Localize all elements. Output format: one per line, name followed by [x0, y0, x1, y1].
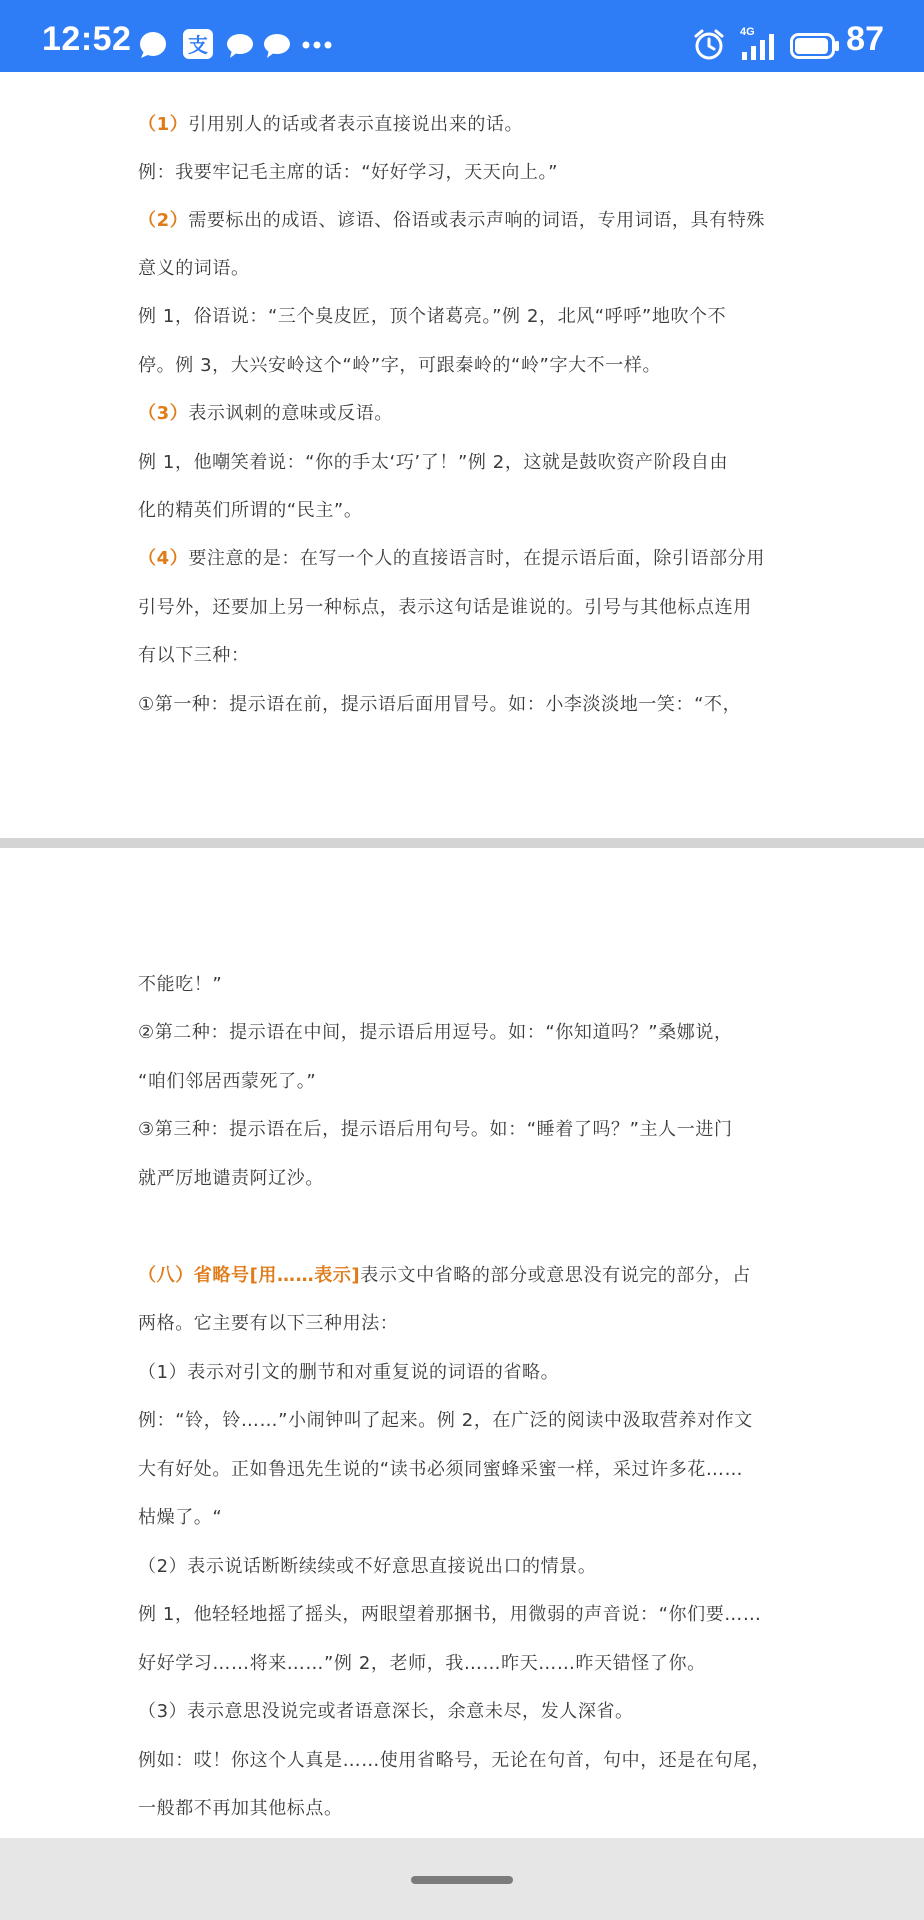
text-line: 例：“铃，铃……”小闹钟叫了起来。例 2，在广泛的阅读中汲取营养对作文 — [138, 1410, 753, 1431]
text-line: 枯燥了。“ — [138, 1507, 223, 1528]
home-gesture-handle[interactable] — [411, 1876, 513, 1884]
text-line: 有以下三种： — [138, 645, 250, 666]
text-line: 两格。它主要有以下三种用法： — [138, 1313, 399, 1334]
text-line: （3）表示意思没说完或者语意深长，余意未尽，发人深省。 — [138, 1701, 634, 1722]
text-line: 停。例 3，大兴安岭这个“岭”字，可跟秦岭的“岭”字大不一样。 — [138, 355, 662, 376]
text-line: 不能吃！” — [138, 974, 223, 995]
text-line: （1）表示对引文的删节和对重复说的词语的省略。 — [138, 1362, 560, 1383]
text-line: 大有好处。正如鲁迅先生说的“读书必须同蜜蜂采蜜一样，采过许多花…… — [138, 1459, 744, 1480]
text-line: 一般都不再加其他标点。 — [138, 1798, 343, 1819]
text-line: （4）要注意的是：在写一个人的直接语言时，在提示语后面，除引语部分用 — [138, 548, 765, 569]
document-page-bottom — [0, 848, 924, 1838]
text-line: （3）表示讽刺的意味或反语。 — [138, 403, 393, 424]
page-divider — [0, 838, 924, 848]
text-line: （2）表示说话断断续续或不好意思直接说出口的情景。 — [138, 1556, 597, 1577]
text-line: 意义的词语。 — [138, 258, 250, 279]
chat-bubble-icon — [262, 33, 292, 59]
text-line: ②第二种：提示语在中间，提示语后用逗号。如：“你知道吗？”桑娜说， — [138, 1022, 733, 1043]
text-line: ③第三种：提示语在后，提示语后用句号。如：“睡着了吗？”主人一进门 — [138, 1119, 733, 1140]
alipay-icon — [182, 28, 214, 60]
text-line: 引号外，还要加上另一种标点，表示这句话是谁说的。引号与其他标点连用 — [138, 597, 752, 618]
text-line: “咱们邻居西蒙死了。” — [138, 1071, 317, 1092]
text-line: 例 1，他轻轻地摇了摇头，两眼望着那捆书，用微弱的声音说：“你们要…… — [138, 1604, 762, 1625]
battery-level: 87 — [846, 20, 884, 58]
text-line: （2）需要标出的成语、谚语、俗语或表示声响的词语，专用词语，具有特殊 — [138, 210, 765, 231]
battery-icon — [790, 33, 840, 59]
message-bubble-icon — [138, 31, 168, 59]
text-line: 例 1，他嘲笑着说：“你的手太‘巧’了！”例 2，这就是鼓吹资产阶段自由 — [138, 452, 729, 473]
more-dots-icon — [302, 40, 332, 50]
navigation-bar — [0, 1838, 924, 1920]
alarm-icon — [692, 28, 726, 62]
chat-bubble-icon — [225, 33, 255, 59]
text-line: 好好学习……将来……”例 2，老师，我……昨天……昨天错怪了你。 — [138, 1653, 706, 1674]
network-type-label: 4G — [740, 26, 755, 38]
status-time: 12:52 — [42, 20, 132, 58]
document-page-top — [0, 72, 924, 838]
status-bar — [0, 0, 924, 72]
text-line: 例：我要牢记毛主席的话：“好好学习，天天向上。” — [138, 162, 559, 183]
text-line: 化的精英们所谓的“民主”。 — [138, 500, 363, 521]
section-heading-line: （八）省略号[用……表示]表示文中省略的部分或意思没有说完的部分，占 — [138, 1265, 751, 1286]
text-line: 就严厉地谴责阿辽沙。 — [138, 1168, 324, 1189]
svg-text:支: 支 — [188, 33, 208, 57]
text-line: ①第一种：提示语在前，提示语后面用冒号。如：小李淡淡地一笑：“不， — [138, 694, 742, 715]
text-line: 例 1，俗语说：“三个臭皮匠，顶个诸葛亮。”例 2，北风“呼呼”地吹个不 — [138, 306, 727, 327]
text-line: 例如：哎！你这个人真是……使用省略号，无论在句首，句中，还是在句尾， — [138, 1750, 771, 1771]
signal-4g-icon — [742, 34, 778, 60]
text-line: （1）引用别人的话或者表示直接说出来的话。 — [138, 114, 524, 135]
